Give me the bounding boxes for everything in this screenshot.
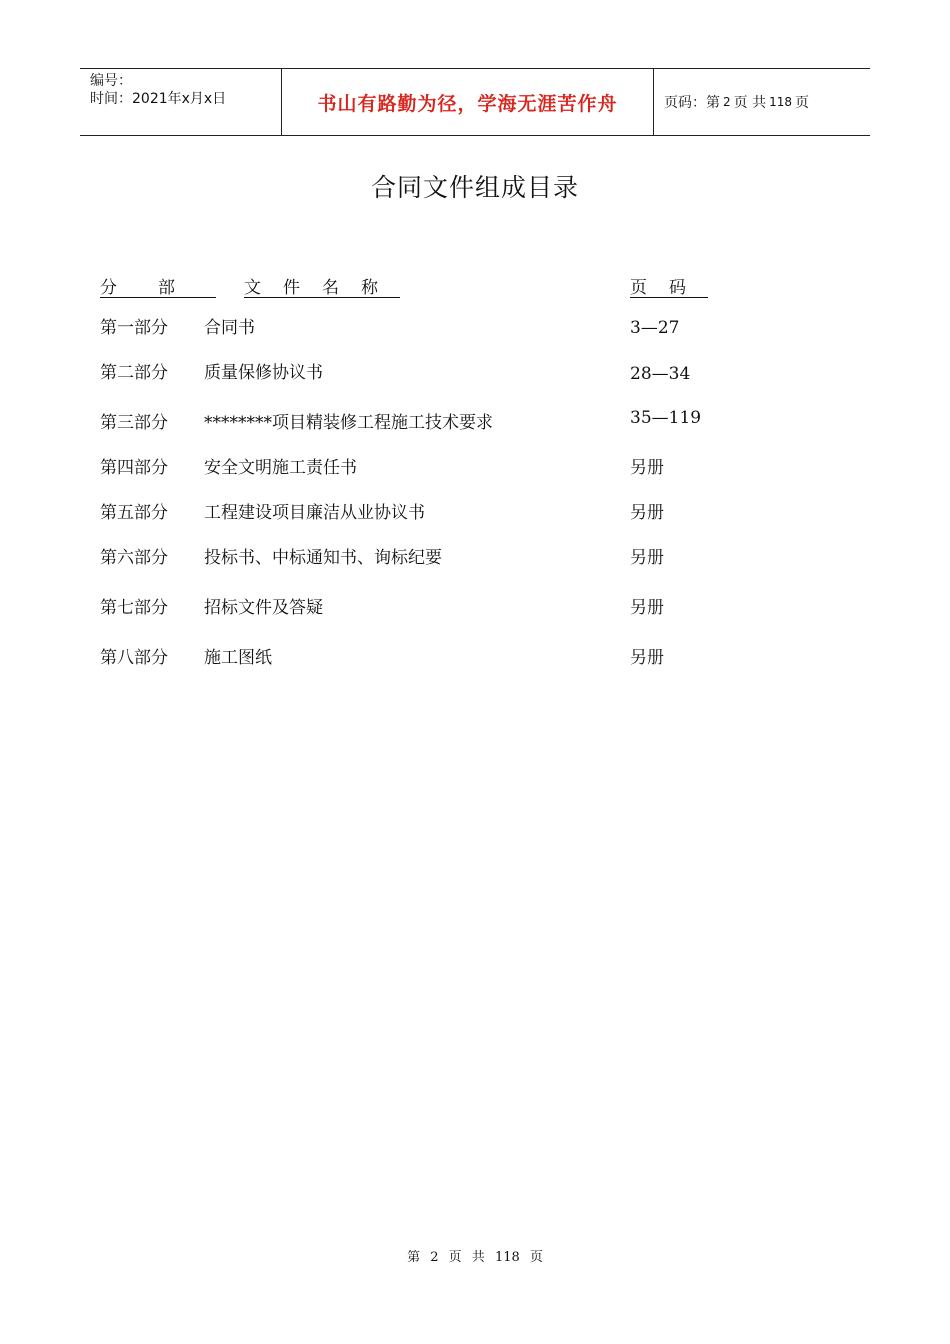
page-current: 2 xyxy=(723,95,731,109)
toc-header-name: 文件名称 xyxy=(244,278,400,298)
toc-name: 招标文件及答疑 xyxy=(204,598,323,618)
toc-page: 35—119 xyxy=(630,408,702,428)
toc-name: 安全文明施工责任书 xyxy=(204,458,357,478)
page-title: 合同文件组成目录 xyxy=(370,173,579,202)
toc-name: 合同书 xyxy=(204,318,255,338)
document-number-label: 编号： xyxy=(90,73,132,89)
toc-part: 第六部分 xyxy=(100,548,168,568)
toc-row xyxy=(100,643,800,671)
footer-suffix: 页 xyxy=(529,1250,543,1265)
toc-header-row xyxy=(100,273,800,301)
toc-part: 第四部分 xyxy=(100,458,168,478)
footer-current: 2 xyxy=(430,1250,439,1265)
page-suffix: 页 xyxy=(795,95,809,111)
footer-prefix: 第 xyxy=(407,1250,421,1265)
toc-page: 另册 xyxy=(630,503,664,523)
footer-total: 118 xyxy=(494,1250,520,1265)
toc-row xyxy=(100,313,800,341)
toc-row xyxy=(100,498,800,526)
toc-part: 第一部分 xyxy=(100,318,168,338)
toc-name: 质量保修协议书 xyxy=(204,363,323,383)
document-time: 时间：2021年x月x日 xyxy=(90,91,227,107)
toc-part: 第三部分 xyxy=(100,413,168,433)
toc-header-page: 页码 xyxy=(630,278,708,298)
toc-part: 第八部分 xyxy=(100,648,168,668)
header-meta xyxy=(80,69,281,135)
footer-mid2: 共 xyxy=(471,1250,485,1265)
toc-page: 另册 xyxy=(630,458,664,478)
toc-header-part: 分部 xyxy=(100,278,216,298)
toc-page: 28—34 xyxy=(630,364,691,384)
toc-part: 第二部分 xyxy=(100,363,168,383)
toc-page: 另册 xyxy=(630,548,664,568)
header-page-info xyxy=(654,69,870,135)
page-total: 118 xyxy=(769,95,792,109)
toc-row xyxy=(100,358,800,386)
page-prefix: 页码：第 xyxy=(664,95,720,111)
toc-row xyxy=(100,408,800,436)
toc-row xyxy=(100,543,800,571)
toc-page: 另册 xyxy=(630,648,664,668)
page-footer xyxy=(0,1246,950,1265)
toc-row xyxy=(100,453,800,481)
toc-name: 施工图纸 xyxy=(204,648,272,668)
footer-mid1: 页 xyxy=(448,1250,462,1265)
toc-name: ********项目精装修工程施工技术要求 xyxy=(204,413,493,433)
toc-row xyxy=(100,593,800,621)
toc-page: 3—27 xyxy=(630,318,680,338)
toc-part: 第七部分 xyxy=(100,598,168,618)
toc-name: 投标书、中标通知书、询标纪要 xyxy=(204,548,442,568)
header-motto: 书山有路勤为径，学海无涯苦作舟 xyxy=(281,69,654,135)
toc-page: 另册 xyxy=(630,598,664,618)
page-mid: 页 共 xyxy=(733,95,767,111)
page-header xyxy=(80,68,870,136)
toc-name: 工程建设项目廉洁从业协议书 xyxy=(204,503,425,523)
toc-part: 第五部分 xyxy=(100,503,168,523)
